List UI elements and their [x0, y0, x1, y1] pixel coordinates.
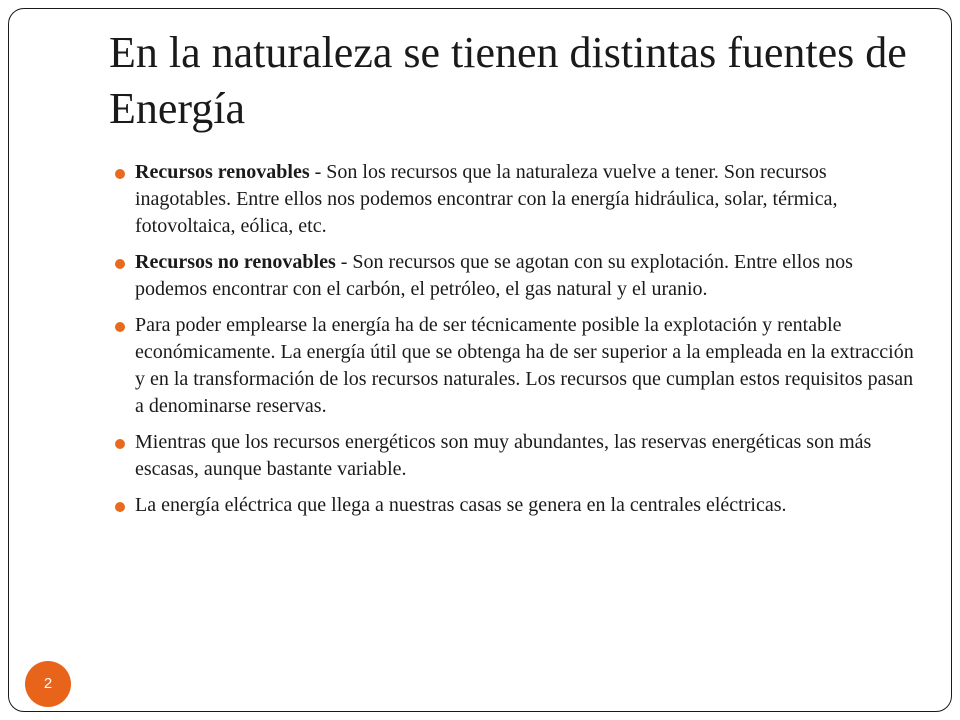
bullet-item-reserves-definition: [115, 312, 915, 420]
bullet-dot-icon: [115, 322, 125, 332]
page-number-badge: 2: [25, 661, 71, 707]
bullet-item-non-renewables: [115, 249, 915, 303]
bullet-dot-icon: [115, 259, 125, 269]
bullet-dot-icon: [115, 502, 125, 512]
bullet-text: Para poder emplearse la energía ha de ser técnicamente posible la explotación y rentable económicamente. La energía útil que se obtenga ha de ser superior a la empleada en la extracción y en la transformación de los recursos naturales. Los recursos que cumplan estos requisitos pasan a denominarse reservas.: [135, 314, 914, 417]
bullet-lead: Recursos no renovables: [135, 251, 336, 273]
bullet-item-renewables: [115, 159, 915, 240]
bullet-item-reserves-scarcity: [115, 429, 915, 483]
bullet-lead: Recursos renovables: [135, 161, 310, 183]
bullet-text: - Son los recursos que la naturaleza vuelve a tener. Son recursos inagotables. Entre ellos nos podemos encontrar con la energía hidráulica, solar, térmica, fotovoltaica, eólica, etc.: [135, 161, 838, 237]
bullet-text: Mientras que los recursos energéticos son muy abundantes, las reservas energéticas son más escasas, aunque bastante variable.: [135, 431, 872, 480]
bullet-text: La energía eléctrica que llega a nuestras casas se genera en la centrales eléctricas.: [135, 494, 787, 516]
bullet-dot-icon: [115, 439, 125, 449]
bullet-item-power-plants: [115, 492, 915, 519]
bullet-text: - Son recursos que se agotan con su explotación. Entre ellos nos podemos encontrar con el carbón, el petróleo, el gas natural y el uranio.: [135, 251, 853, 300]
slide-frame: [8, 8, 952, 712]
bullet-dot-icon: [115, 169, 125, 179]
bullet-list: [115, 159, 915, 528]
slide-title: En la naturaleza se tienen distintas fuentes de Energía: [109, 28, 907, 133]
